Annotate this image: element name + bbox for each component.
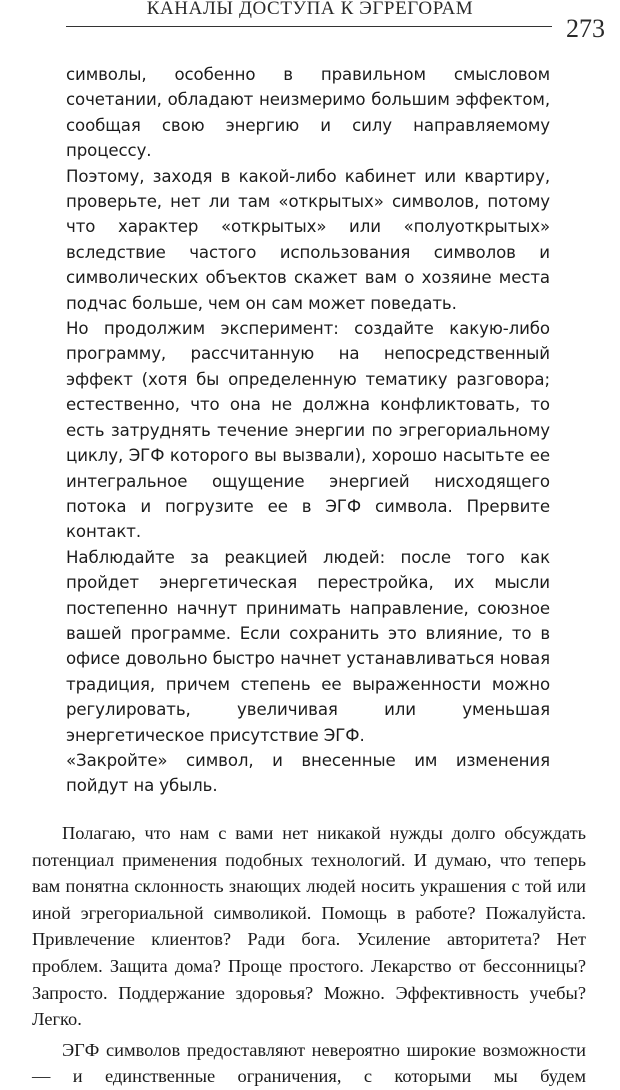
page-number: 273 <box>566 14 605 43</box>
body-paragraph: Полагаю, что нам с вами нет никакой нужды долго обсуждать потенциал применения подобных технологий. И думаю, что теперь вам понятна склонность знающих людей носить украшения с той или иной эгрегориальной символикой. Помощь в работе? Пожалуйста. Привлечение клиентов? Ради бога. Усиление авторитета? Нет проблем. Защита дома? Проще простого. Лекарство от бессонницы? Запросто. Поддержание здоровья? Можно. Эффективность учебы? Легко. <box>32 823 586 1030</box>
running-title: КАНАЛЫ ДОСТУПА К ЭГРЕГОРАМ <box>146 0 474 19</box>
insert-paragraph: «Закройте» символ, и внесенные им изменения пойдут на убыль. <box>66 750 550 796</box>
insert-paragraph: Но продолжим эксперимент: создайте какую-либо программу, рассчитанную на непосредственный эффект (хотя бы определенную тематику разговора; естественно, что она не должна конфликтовать, то есть затруднять течение энергии по эгрегориальному циклу, ЭГФ которого вы вызвали), хорошо насытьте ее интегральное ощущение энергией нисходящего потока и погрузите ее в ЭГФ символа. Прервите контакт. <box>66 319 550 542</box>
insert-paragraph: Наблюдайте за реакцией людей: после того как пройдет энергетическая перестройка, их мысли постепенно начнут принимать направление, союзное вашей программе. Если сохранить это влияние, то в офисе довольно быстро начнет устанавливаться новая традиция, причем степень ее выраженности можно регулировать, увеличивая или уменьшая энергетическое присутствие ЭГФ. <box>66 547 550 745</box>
page-header <box>0 0 620 44</box>
insert-paragraph: символы, особенно в правильном смысловом сочетании, обладают неизмеримо большим эффектом, сообщая свою энергию и силу направляемому процессу. <box>66 65 550 161</box>
exercise-insert-block <box>66 62 550 799</box>
header-rule <box>66 26 552 27</box>
insert-paragraph: Поэтому, заходя в какой-либо кабинет или квартиру, проверьте, нет ли там «открытых» символов, потому что характер «открытых» или «полуоткрытых» вследствие частого использования символов и символических объектов скажет вам о хозяине места подчас больше, чем он сам может поведать. <box>66 166 550 313</box>
main-text-block <box>32 820 586 1090</box>
body-paragraph-continued: ЭГФ символов предоставляют невероятно широкие возможности — и единственные ограничения, с которыми мы будем <box>32 1039 586 1087</box>
